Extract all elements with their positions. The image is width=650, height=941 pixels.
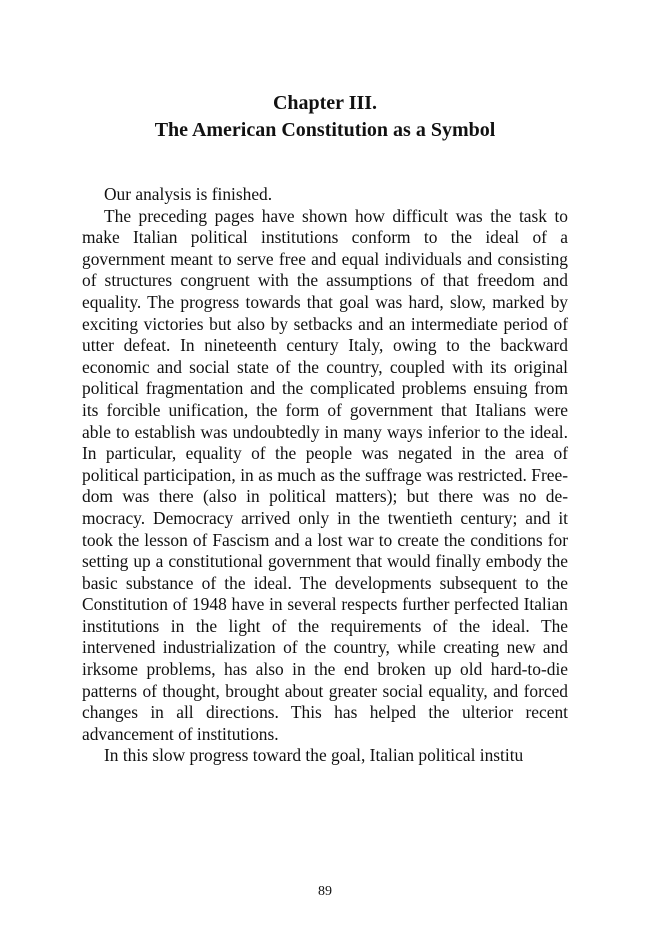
chapter-heading [0, 90, 650, 144]
paragraph-2: The preceding pages have shown how difficult was the task to make Italian political institutions conform to the ideal of a government meant to serve free and equal individuals and consisting of structures congruent with the assumptions of that freedom and equality. The progress towards that goal was hard, slow, marked by exciting victories but also by setbacks and an intermediate period of utter defeat. In nineteenth century Italy, owing to the backward economic and social state of the country, coupled with its original political fragmentation and the complicated problems ensuing from its forcible unification, the form of government that Italians were able to establish was undoubtedly in many ways inferior to the ideal. In particular, equality of the people was negated in the area of political participation, in as much as the suffrage was restricted. Freedom was there (also in political matters); but there was no democracy. Democracy arrived only in the twentieth century; and it took the lesson of Fascism and a lost war to create the conditions for setting up a constitutional government that would finally embody the basic substance of the ideal. The developments subsequent to the Constitution of 1948 have in several respects further perfected Italian institutions in the light of the requirements of the ideal. The intervened industrialization of the country, while creating new and irksome problems, has also in the end broken up old hard-to-die patterns of thought, brought about greater social equality, and forced changes in all directions. This has helped the ulterior recent advancement of institutions. [82, 205, 568, 744]
chapter-number: Chapter III. [272, 92, 378, 114]
paragraph-1: Our analysis is finished. [104, 184, 273, 204]
page-number: 89 [318, 884, 332, 899]
paragraph-3: In this slow progress toward the goal, Italian political institu [104, 745, 524, 766]
chapter-title: The American Constitution as a Symbol [154, 119, 496, 141]
body-text [82, 184, 568, 767]
